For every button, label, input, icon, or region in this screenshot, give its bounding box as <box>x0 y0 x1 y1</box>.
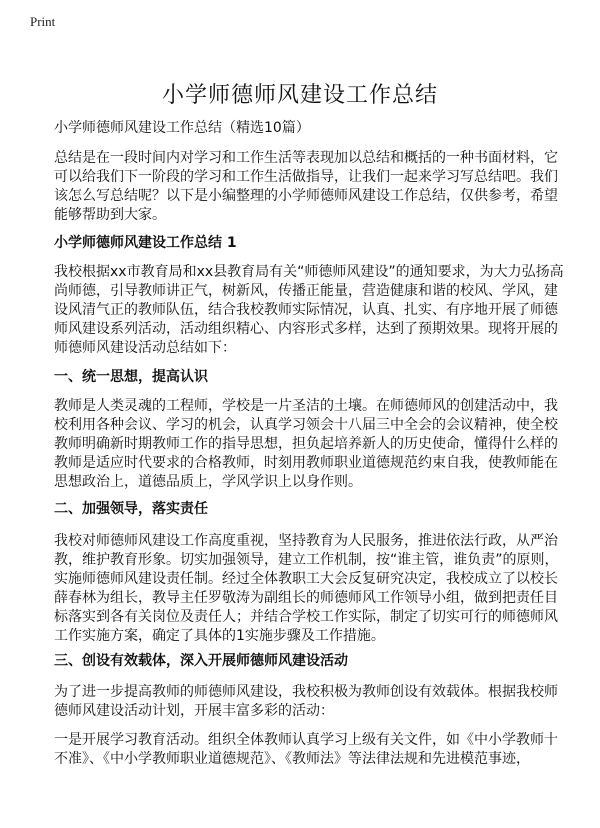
line: 我校根据xx市教育局和xx县教育局有关“师德师风建设”的通知要求，为大力弘扬高 <box>54 264 564 280</box>
section-heading: 小学师德师风建设工作总结 1 <box>54 235 237 251</box>
line: 标落实到各有关岗位及责任人；并结合学校工作实际，制定了切实可行的师德师风 <box>54 609 558 625</box>
line: 能够帮助到大家。 <box>54 207 166 223</box>
paragraph-1 <box>54 263 564 358</box>
line: 我校对师德师风建设工作高度重视，坚持教育为人民服务，推进依法行政，从严治 <box>54 533 558 549</box>
line: 可以给我们下一阶段的学习和工作生活做指导，让我们一起来学习写总结吧。我们 <box>54 169 558 185</box>
line: 教师是适应时代要求的合格教师，时刻用教师职业道德规范约束自我，使教师能在 <box>54 455 558 471</box>
page-title: 小学师德师风建设工作总结 <box>161 83 438 108</box>
line: 教，维护教育形象。切实加强领导，建立工作机制，按“谁主管，谁负责”的原则， <box>54 552 559 568</box>
paragraph-3 <box>54 532 559 646</box>
paragraph-4 <box>54 683 558 721</box>
line: 一是开展学习教育活动。组织全体教师认真学习上级有关文件，如《中小学教师十 <box>54 732 558 748</box>
subtitle: 小学师德师风建设工作总结（精选10篇） <box>54 120 310 136</box>
intro-paragraph <box>54 149 558 225</box>
paragraph-5 <box>54 731 558 769</box>
line: 实施师德师风建设责任制。经过全体教职工大会反复研究决定，我校成立了以校长 <box>54 571 558 587</box>
line: 该怎么写总结呢？以下是小编整理的小学师德师风建设工作总结，仅供参考，希望 <box>54 188 558 204</box>
line: 师风建设系列活动，活动组织精心、内容形式多样，达到了预期效果。现将开展的 <box>54 321 558 337</box>
line: 工作实施方案，确定了具体的1实施步骤及工作措施。 <box>54 628 385 644</box>
line: 师德师风建设活动总结如下： <box>54 340 236 356</box>
line: 为了进一步提高教师的师德师风建设，我校积极为教师创设有效载体。根据我校师 <box>54 684 558 700</box>
print-link[interactable]: Print <box>30 14 56 29</box>
line: 尚师德，引导教师讲正气，树新风，传播正能量，营造健康和谐的校风、学风，建 <box>54 283 558 299</box>
line: 教师明确新时期教师工作的指导思想，担负起培养新人的历史使命，懂得什么样的 <box>54 436 558 452</box>
line: 设风清气正的教师队伍，结合我校教师实际情况，认真、扎实、有序地开展了师德 <box>54 302 558 318</box>
paragraph-2 <box>54 397 558 492</box>
heading-3: 三、创设有效载体，深入开展师德师风建设活动 <box>54 653 348 669</box>
line: 德师风建设活动计划，开展丰富多彩的活动： <box>54 703 334 719</box>
line: 校利用各种会议、学习的机会，认真学习领会十八届三中全会的会议精神，使全校 <box>54 417 558 433</box>
line: 不准》、《中小学教师职业道德规范》、《教师法》等法律法规和先进模范事迹， <box>54 751 530 767</box>
line: 薛春林为组长，教导主任罗敬涛为副组长的师德师风工作领导小组，做到把责任目 <box>54 590 558 606</box>
heading-1: 一、统一思想，提高认识 <box>54 369 208 385</box>
line: 教师是人类灵魂的工程师，学校是一片圣洁的土壤。在师德师风的创建活动中，我 <box>54 398 558 414</box>
heading-2: 二、加强领导，落实责任 <box>54 501 208 517</box>
line: 思想政治上，道德品质上，学风学识上以身作则。 <box>54 474 362 490</box>
line: 总结是在一段时间内对学习和工作生活等表现加以总结和概括的一种书面材料，它 <box>54 150 558 166</box>
